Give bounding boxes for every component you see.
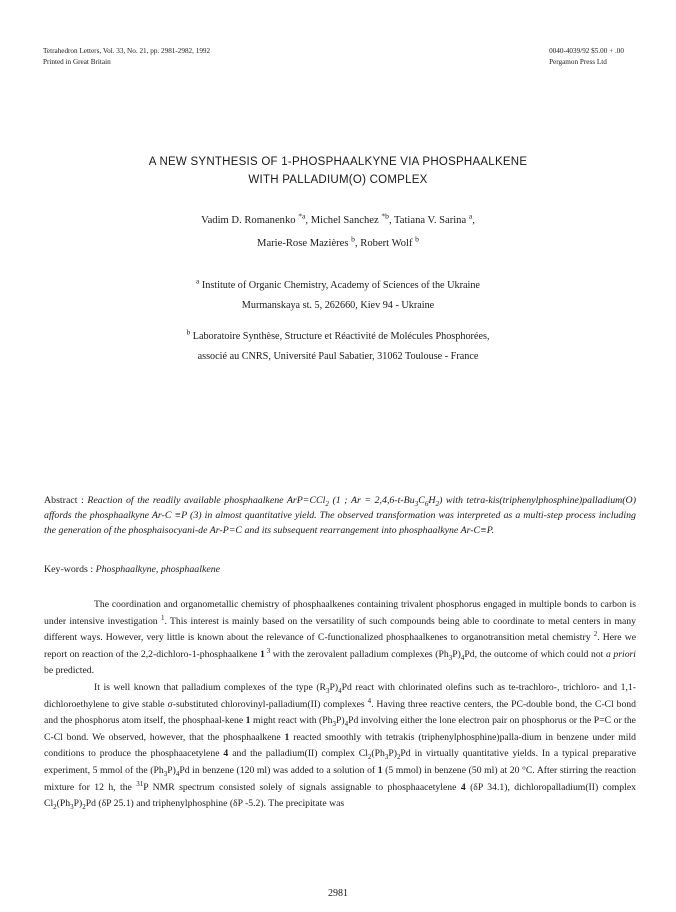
text-run: Pd in virtually quantitative yields. In a typical preparative experiment, 5 mmol of the (Ph: [44, 748, 636, 776]
affiliation-mark: a: [196, 276, 200, 286]
citation-ref: 3: [264, 646, 271, 655]
abstract-text: ) with tetra-kis(triphenylphosphine)palladium(O) affords the phosphaalkyne Ar-C ≡P (3) in almost quantitative yield. The observed transformation was interpreted as a multi-step process including the generation of the phosphaisocyani-de Ar-P=C and its subsequent rearrangement into phosphaalkyne Ar-C≡P.: [44, 495, 636, 536]
compound-number: 1: [377, 764, 383, 776]
text-run: The coordination and organometallic chemistry of phosphaalkenes containing trivalent phosphorus engaged in multiple bonds to carbon is under intensive investigation: [44, 599, 636, 627]
citation-ref: 1: [160, 613, 165, 622]
publisher-line: Pergamon Press Ltd: [549, 58, 607, 66]
publisher-info: [549, 46, 624, 68]
subscript: 3: [384, 753, 389, 762]
affiliation-text: Laboratoire Synthèse, Structure et Réactivité de Molécules Phosphorées,: [190, 331, 490, 342]
text-run: P): [167, 764, 176, 776]
text-run: with the zerovalent palladium complexes (Ph: [270, 648, 449, 660]
text-run: It is well known that palladium complexes of the type (R: [94, 681, 327, 693]
affiliation-b-line-1: [0, 327, 676, 347]
author-mark: *a: [298, 211, 306, 221]
subscript: 2: [367, 753, 372, 762]
journal-line: Tetrahedron Letters, Vol. 33, No. 21, pp. 2981-2982, 1992: [43, 47, 211, 55]
subscript: 3: [414, 499, 419, 508]
keywords: [44, 563, 636, 577]
author-mark: *b: [381, 211, 389, 221]
subscript: 6: [424, 499, 429, 508]
affiliation-a: [0, 276, 676, 316]
text-run: and the palladium(II) complex Cl: [228, 748, 368, 760]
text-run: (5 mmol) in benzene (50 ml) at 20 °C. After stirring the reaction mixture for 12 h, the: [44, 764, 637, 793]
compound-number: 4: [223, 748, 229, 760]
author-sarina: , Tatiana V. Sarina: [388, 215, 469, 226]
text-run: P): [388, 748, 397, 760]
subscript: 4: [175, 769, 180, 778]
author-list: [0, 209, 676, 255]
paper-title: [0, 153, 676, 189]
subscript: 3: [448, 653, 453, 662]
text-run: (Ph: [56, 798, 71, 810]
citation-ref: 2: [593, 629, 598, 638]
author-wolf: , Robert Wolf: [354, 238, 416, 249]
isotope-mark: 31: [136, 779, 144, 788]
text-run: P): [452, 648, 461, 660]
affiliation-b-line-2: associé au CNRS, Université Paul Sabatier, 31062 Toulouse - France: [197, 351, 479, 362]
text-run: be predicted.: [44, 665, 95, 677]
text-run: P): [73, 798, 83, 810]
text-run: P NMR spectrum consisted solely of signals assignable to phosphaacetylene: [143, 781, 461, 793]
keywords-label: Key-words :: [44, 564, 96, 575]
affiliation-text: Institute of Organic Chemistry, Academy of Sciences of the Ukraine: [199, 280, 480, 291]
subscript: 3: [326, 686, 330, 695]
text-run: Pd involving either the lone electron pair on phosphorus or the P=C or the C-Cl bond. We observed, however, that the phosphaalkene: [44, 715, 636, 743]
author-romanenko: Vadim D. Romanenko: [201, 215, 299, 226]
abstract-text: Reaction of the readily available phosphaalkene ArP=CCl: [87, 495, 326, 506]
author-separator: ,: [472, 215, 475, 226]
subscript: 2: [325, 499, 329, 508]
subscript: 3: [70, 803, 74, 812]
text-run: (δP 34.1), dichloropalladium(II) complex Cl: [44, 781, 636, 810]
subscript: 2: [82, 803, 86, 812]
text-run: . Having three reactive centers, the PC-double bond, the C-Cl bond and the phosphorus atom itself, the phosphaal-kene: [44, 698, 636, 727]
author-mark: b: [351, 234, 355, 244]
text-run: might react with (Ph: [250, 715, 333, 727]
subscript: 4: [344, 720, 349, 729]
citation-ref: 4: [367, 696, 372, 705]
text-run: Pd react with chlorinated olefins such as te-trachloro-, trichloro- and 1,1-dichloroethylene to give stable σ-substituted chlorovinyl-palladium(II) complexes: [44, 681, 636, 710]
author-mazieres: Marie-Rose Mazières: [257, 238, 352, 249]
keywords-value: Phosphaalkyne, phosphaalkene: [95, 564, 221, 575]
subscript: 4: [338, 686, 342, 695]
subscript: 3: [163, 769, 168, 778]
abstract: [44, 493, 636, 538]
author-mark: a: [468, 211, 473, 221]
abstract-text: C: [418, 495, 425, 506]
printed-line: Printed in Great Britain: [43, 58, 111, 66]
body-text: [44, 597, 636, 813]
text-run: P): [335, 715, 345, 727]
journal-citation: [43, 46, 210, 68]
issn-line: 0040-4039/92 $5.00 + .00: [549, 47, 624, 55]
italic-phrase: a priori: [605, 648, 636, 660]
text-run: reacted smoothly with tetrakis (triphenylphosphine)palla-dium in benzene under mild conditions to produce the phosphaacetylene: [44, 731, 636, 760]
author-line-2: [0, 232, 676, 255]
affiliation-mark: b: [186, 327, 191, 337]
author-line-1: [0, 209, 676, 232]
abstract-text: H: [428, 495, 436, 506]
text-run: . This interest is mainly based on the versatility of such compounds being able to coordinate to metal centers in many different ways. However, very little is known about the relevance of C-functionalized phosphaalkenes to organotransition metal chemistry: [44, 615, 636, 644]
compound-number: 1: [284, 731, 290, 743]
affiliation-a-line-2: Murmanskaya st. 5, 262660, Kiev 94 - Ukraine: [241, 300, 435, 311]
compound-number: 4: [460, 781, 466, 793]
text-run: . Here we report on reaction of the 2,2-dichloro-1-phosphaalkene: [44, 632, 636, 660]
abstract-label: Abstract :: [44, 495, 88, 506]
abstract-body: [44, 495, 636, 536]
compound-number: 1: [245, 715, 251, 727]
title-line-2: WITH PALLADIUM(O) COMPLEX: [248, 174, 428, 186]
text-run: (Ph: [371, 748, 385, 760]
text-run: Pd (δP 25.1) and triphenylphosphine (δP -5.2). The precipitate was: [85, 798, 345, 810]
subscript: 2: [435, 499, 440, 508]
subscript: 3: [332, 720, 336, 729]
text-run: Pd in benzene (120 ml) was added to a solution of: [179, 764, 378, 776]
affiliation-b: [0, 327, 676, 367]
title-line-1: A NEW SYNTHESIS OF 1-PHOSPHAALKYNE VIA PHOSPHAALKENE: [148, 156, 528, 168]
author-sanchez: , Michel Sanchez: [305, 215, 382, 226]
text-run: Pd, the outcome of which could not: [464, 648, 606, 660]
affiliation-a-line-1: [0, 276, 676, 296]
page-number: 2981: [328, 888, 348, 899]
compound-number: 1: [259, 648, 265, 660]
abstract-text: (1 ; Ar = 2,4,6-t-Bu: [328, 495, 415, 506]
paragraph-1: [44, 597, 636, 680]
author-mark: b: [415, 234, 419, 244]
subscript: 4: [460, 653, 465, 662]
subscript: 2: [396, 753, 401, 762]
paragraph-2: [44, 680, 636, 813]
subscript: 2: [53, 803, 57, 812]
text-run: P): [329, 681, 339, 693]
